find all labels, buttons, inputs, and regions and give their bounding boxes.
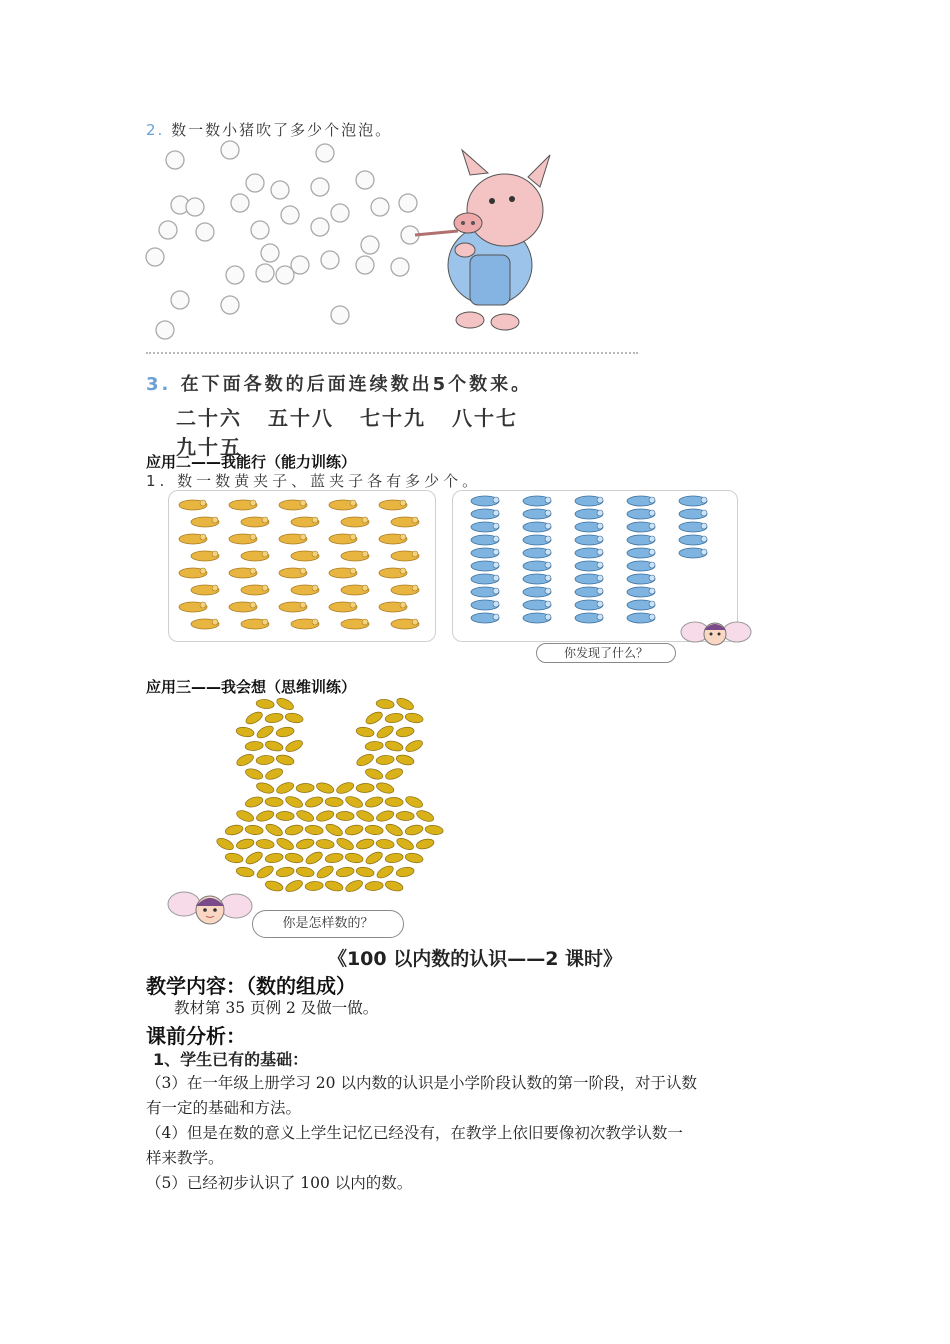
bubble-icon [226,266,244,284]
banana-icon [385,797,403,807]
number-item: 二十六 [176,406,242,430]
banana-icon [325,797,343,807]
banana-icon [284,738,304,754]
yellow-clip-icon [191,517,219,527]
banana-icon [355,808,375,823]
banana-icon [355,837,375,850]
banana-icon [255,864,275,881]
banana-icon [344,852,363,864]
bubble-icon [361,236,379,254]
yellow-clip-icon [191,619,219,629]
basis-heading: 1、学生已有的基础： [153,1050,309,1069]
bubble-icon [356,256,374,274]
banana-icon [305,824,324,835]
pig-icon [415,150,550,330]
yellow-clip-icon [179,602,207,612]
banana-icon [384,822,404,838]
banana-icon [315,809,335,823]
blue-clip-icon [575,613,603,623]
blue-clip-icon [523,535,551,545]
yellow-clip-icon [341,517,369,527]
section-divider [146,352,638,354]
blue-clip-icon [575,561,603,571]
banana-icon [215,836,235,852]
blue-clip-icon [523,587,551,597]
bubble-icon [271,181,289,199]
bubble-icon [166,151,184,169]
banana-icon [284,794,304,809]
banana-icon [356,783,374,793]
banana-icon [395,696,415,712]
fairy-icon [675,612,755,656]
banana-icon [425,824,444,835]
item-3-line-2: 有一定的基础和方法。 [146,1099,302,1117]
exercise-3-text: 在下面各数的后面连续数出5个数来。 [180,374,533,395]
yellow-clip-icon [279,534,307,544]
bubble-icon [256,264,274,282]
banana-icon [284,878,304,894]
yellow-clip-icon [229,568,257,578]
banana-icon [315,864,335,881]
banana-icon [255,724,275,741]
blue-clip-icon [523,561,551,571]
yellow-clip-icon [379,534,407,544]
banana-icon [335,836,355,852]
banana-icon [245,741,264,752]
bubble-icon [221,141,239,159]
bubble-icon [321,251,339,269]
bubble-icon [391,258,409,276]
blue-clip-icon [575,522,603,532]
banana-icon [384,739,404,752]
blue-clip-icon [627,574,655,584]
banana-icon [344,794,364,809]
speech-bubble-discovery: 你发现了什么？ [536,643,676,663]
yellow-clip-icon [291,585,319,595]
yellow-clip-icon [229,602,257,612]
bubble-icon [159,221,177,239]
banana-icon [376,755,395,766]
banana-icon [284,852,303,864]
yellow-clip-icon [341,585,369,595]
banana-icon [275,780,295,795]
banana-icon [364,710,384,727]
banana-icon [355,726,374,738]
banana-icon [395,753,415,766]
bubble-icon [311,218,329,236]
banana-icon [325,852,344,864]
bubble-icon [331,306,349,324]
blue-clip-icon [575,548,603,558]
banana-icon [264,822,284,838]
blue-clip-icon [471,574,499,584]
yellow-clip-icon [279,568,307,578]
exercise-2-text: 数一数小猪吹了多少个泡泡。 [171,121,393,139]
banana-icon [265,852,284,864]
yellow-clip-icon [391,551,419,561]
banana-icon [265,797,283,807]
banana-icon [264,767,284,782]
speech-bubble-counting: 你是怎样数的？ [252,910,404,938]
blue-clip-icon [627,600,655,610]
number-item: 九十五 [176,435,242,459]
blue-clip-icon [679,509,707,519]
banana-icon [335,780,355,795]
blue-clip-icon [627,535,655,545]
yellow-clip-icons [169,491,435,641]
blue-clip-icon [679,535,707,545]
banana-icon [396,811,414,821]
number-item: 七十九 [360,406,426,430]
banana-icon [284,712,303,724]
banana-icon [235,837,255,850]
banana-icon [264,739,284,752]
banana-icon [224,852,243,864]
blue-clip-icon [575,587,603,597]
blue-clip-icon [627,613,655,623]
banana-icon [255,809,275,823]
banana-icon [244,767,264,781]
blue-clip-icon [627,548,655,558]
analysis-heading: 课前分析： [146,1024,246,1048]
banana-icon [256,839,275,850]
banana-icon [304,795,324,809]
yellow-clip-icon [279,602,307,612]
blue-clip-icon [627,522,655,532]
banana-icon [395,726,414,738]
yellow-clip-icon [241,585,269,595]
bubble-icon [261,244,279,262]
blue-clip-icon [679,496,707,506]
yellow-clip-icon [329,534,357,544]
banana-icon [415,808,435,823]
blue-clip-icon [523,548,551,558]
banana-icon [295,808,315,823]
bubble-icon [311,178,329,196]
section-3-heading: 应用三——我会想（思维训练） [146,678,357,696]
banana-icon [344,824,364,837]
bubbles-pig-illustration [140,135,560,345]
item-4-line-1: （4）但是在数的意义上学生记忆已经没有，在教学上依旧要像初次教学认数一 [146,1124,683,1142]
banana-icon [376,839,395,850]
bubble-icon [186,198,204,216]
yellow-clip-icon [179,500,207,510]
yellow-clip-icon [241,619,269,629]
banana-icon [295,837,315,850]
banana-icon [324,822,344,838]
blue-clip-icon [627,561,655,571]
banana-icon [244,710,264,727]
yellow-clip-icon [329,500,357,510]
blue-clip-icon [523,522,551,532]
blue-clip-icon [523,509,551,519]
number-item: 五十八 [268,406,334,430]
banana-icon [245,824,264,835]
bubble-icon [371,198,389,216]
fairy-icon [166,882,256,938]
banana-icon [235,726,254,738]
exercise-3-number: 3. [146,374,172,395]
banana-icon [364,850,384,867]
banana-icon [264,879,284,892]
banana-icon [265,712,284,724]
bubble-icon [281,206,299,224]
banana-icon [415,837,435,850]
yellow-clip-icon [179,534,207,544]
banana-icon [404,852,423,864]
blue-clip-icon [471,600,499,610]
blue-clip-icon [575,600,603,610]
item-3-line-1: （3）在一年级上册学习 20 以内数的认识是小学阶段认数的第一阶段，对于认数 [146,1074,697,1092]
bubble-icon [156,321,174,339]
bubble-icon [276,266,294,284]
yellow-clip-icon [279,500,307,510]
yellow-clip-icon [291,517,319,527]
exercise-3-label [146,370,532,396]
yellow-clip-icon [329,568,357,578]
banana-icon [224,824,244,837]
banana-icon [355,866,374,878]
content-text: 教材第 35 页例 2 及做一做。 [174,999,379,1017]
banana-icon [395,866,414,878]
yellow-clip-icon [379,500,407,510]
banana-icon [235,752,255,768]
banana-icon [395,836,415,852]
number-item: 八十七 [452,406,518,430]
banana-icon [235,808,255,823]
yellow-clip-icon [341,619,369,629]
exercise-2-number: 2. [146,121,165,139]
banana-icon [365,881,384,892]
blue-clip-icon [471,548,499,558]
banana-icon [275,753,295,766]
banana-icon [244,795,264,809]
banana-icon [364,767,384,781]
yellow-clip-icon [391,619,419,629]
content-heading: 教学内容：（数的组成） [146,974,356,998]
banana-icon [244,850,264,867]
blue-clip-icon [627,587,655,597]
banana-icon [384,879,404,892]
banana-icon [255,781,275,795]
blue-clip-icon [471,522,499,532]
yellow-clip-icon [229,500,257,510]
bubble-icon [231,194,249,212]
blue-clip-icon [627,509,655,519]
banana-icon [404,794,424,809]
bubble-icon [146,248,164,266]
banana-rabbit-illustration [212,696,452,900]
banana-icon [404,738,424,754]
banana-icon [336,811,354,821]
blue-clip-icon [679,522,707,532]
banana-icon [275,726,294,738]
blue-clip-icon [523,574,551,584]
blue-clip-icon [471,509,499,519]
bubble-icon [171,291,189,309]
banana-icon [404,712,423,724]
banana-icon [324,879,344,892]
banana-icon [304,850,324,867]
yellow-clip-icon [291,619,319,629]
yellow-clip-icon [179,568,207,578]
yellow-clip-icon [391,517,419,527]
banana-icon [364,795,384,809]
bubble-icon [246,174,264,192]
yellow-clip-icon [379,602,407,612]
blue-clip-icon [575,509,603,519]
blue-clip-icon [575,574,603,584]
blue-clip-icon [471,535,499,545]
yellow-clip-icon [241,551,269,561]
blue-clip-icon [523,496,551,506]
banana-icon [316,839,335,850]
banana-icon [295,866,314,878]
banana-icon [365,824,384,835]
blue-clip-icon [523,600,551,610]
section-2-question: 1. 数一数黄夹子、蓝夹子各有多少个。 [146,472,482,490]
banana-icon [275,866,294,878]
banana-icon [284,824,304,837]
yellow-clip-icon [191,585,219,595]
yellow-clip-icon [241,517,269,527]
banana-icon [256,755,275,766]
banana-icon [404,824,424,837]
blue-clip-icon [575,496,603,506]
item-4-line-2: 样来教学。 [146,1149,224,1167]
banana-icon [276,811,294,821]
banana-icon [235,866,254,878]
yellow-clips-panel [168,490,436,642]
banana-icon [344,878,364,894]
banana-icon [365,741,384,752]
bubble-icon [251,221,269,239]
item-5: （5）已经初步认识了 100 以内的数。 [146,1174,413,1192]
banana-icon [384,767,404,782]
bubble-icon [196,223,214,241]
yellow-clip-icon [229,534,257,544]
banana-icon [376,699,395,710]
blue-clip-icon [471,561,499,571]
bubble-icon [316,144,334,162]
lesson-title: 《100 以内数的认识——2 课时》 [327,948,623,970]
blue-clip-icon [627,496,655,506]
bubble-icon [356,171,374,189]
bubble-icon [331,204,349,222]
banana-icon [305,881,324,892]
banana-icon [375,809,395,823]
blue-clip-icon [575,535,603,545]
banana-icon [375,724,395,741]
blue-clip-icon [471,496,499,506]
banana-icon [275,836,295,852]
banana-icon [275,696,295,712]
banana-icon [375,864,395,881]
banana-icon [375,781,395,795]
banana-icon [385,712,404,724]
blue-clip-icon [679,548,707,558]
yellow-clip-icon [341,551,369,561]
banana-icon [385,852,404,864]
blue-clip-icon [471,587,499,597]
section-2-heading: 应用二——我能行（能力训练） [146,453,357,471]
yellow-clip-icon [191,551,219,561]
blue-clip-icon [523,613,551,623]
banana-icon [315,781,335,795]
bubble-icon [399,194,417,212]
banana-icon [256,699,275,710]
banana-icon [355,752,375,768]
yellow-clip-icon [379,568,407,578]
bubble-icon [221,296,239,314]
yellow-clip-icon [291,551,319,561]
banana-icon [335,866,354,878]
yellow-clip-icon [391,585,419,595]
banana-icon [296,783,314,793]
yellow-clip-icon [329,602,357,612]
blue-clip-icon [471,613,499,623]
